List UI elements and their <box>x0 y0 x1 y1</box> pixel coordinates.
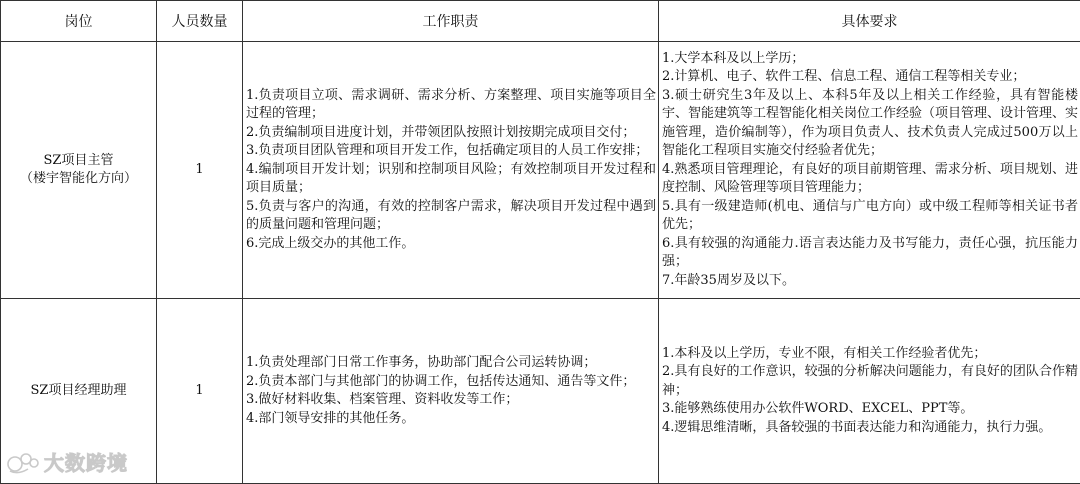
duty-item: 3.做好材料收集、档案管理、资料收发等工作； <box>246 391 656 410</box>
table-row <box>1 42 1080 299</box>
duty-item: 2.负责编制项目进度计划，并带领团队按照计划按期完成项目交付； <box>246 124 656 143</box>
duty-item: 4.部门领导安排的其他任务。 <box>246 410 656 429</box>
duties-cell <box>243 299 659 484</box>
requirements-cell <box>659 299 1080 484</box>
header-duties: 工作职责 <box>243 1 659 42</box>
header-requirements: 具体要求 <box>659 1 1080 42</box>
watermark <box>6 447 128 476</box>
duty-item: 5.负责与客户的沟通，有效的控制客户需求，解决项目开发过程中遇到的质量问题和管理问题； <box>246 198 656 235</box>
table-row <box>1 299 1080 484</box>
position-title: SZ项目经理助理 <box>1 382 156 400</box>
header-row <box>1 1 1080 42</box>
headcount: 1 <box>195 162 203 177</box>
duty-item: 4.编制项目开发计划；识别和控制项目风险；有效控制项目开发过程和项目质量； <box>246 161 656 198</box>
requirement-item: 5.具有一级建造师(机电、通信与广电方向）或中级工程师等相关证书者优先； <box>662 198 1078 235</box>
duty-item: 1.负责处理部门日常工作事务，协助部门配合公司运转协调； <box>246 354 656 373</box>
requirement-item: 2.计算机、电子、软件工程、信息工程、通信工程等相关专业； <box>662 68 1078 87</box>
header-position: 岗位 <box>1 1 157 42</box>
requirement-item: 1.大学本科及以上学历； <box>662 50 1078 69</box>
position-title: SZ项目主管 <box>1 152 156 170</box>
requirement-item: 6.具有较强的沟通能力.语言表达能力及书写能力，责任心强，抗压能力强； <box>662 235 1078 272</box>
position-subtitle: （楼宇智能化方向） <box>1 170 156 188</box>
requirement-item: 1.本科及以上学历，专业不限，有相关工作经验者优先； <box>662 345 1078 364</box>
duty-item: 2.负责本部门与其他部门的协调工作，包括传达通知、通告等文件； <box>246 373 656 392</box>
requirement-item: 7.年龄35周岁及以下。 <box>662 272 1078 291</box>
count-cell <box>157 42 243 299</box>
requirement-item: 3.能够熟练使用办公软件WORD、EXCEL、PPT等。 <box>662 400 1078 419</box>
duties-cell <box>243 42 659 299</box>
requirement-item: 3.硕士研究生3年及以上、本科5年及以上相关工作经验，具有智能楼宇、智能建筑等工程智能化相关岗位工作经验（项目管理、设计管理、实施管理，造价编制等），作为项目负责人、技术负责人完成过500万以上智能化工程项目实施交付经验者优先； <box>662 87 1078 161</box>
watermark-logo-icon <box>6 449 40 475</box>
requirement-item: 4.熟悉项目管理理论，有良好的项目前期管理、需求分析、项目规划、进度控制、风险管理等项目管理能力； <box>662 161 1078 198</box>
duty-item: 1.负责项目立项、需求调研、需求分析、方案整理、项目实施等项目全过程的管理； <box>246 87 656 124</box>
watermark-text: 大数跨境 <box>44 447 128 476</box>
position-cell <box>1 42 157 299</box>
count-cell <box>157 299 243 484</box>
duty-item: 6.完成上级交办的其他工作。 <box>246 235 656 254</box>
duty-item: 3.负责项目团队管理和项目开发工作，包括确定项目的人员工作安排； <box>246 142 656 161</box>
requirement-item: 4.逻辑思维清晰，具备较强的书面表达能力和沟通能力，执行力强。 <box>662 419 1078 438</box>
requirement-item: 2.具有良好的工作意识，较强的分析解决问题能力，有良好的团队合作精神； <box>662 363 1078 400</box>
header-count: 人员数量 <box>157 1 243 42</box>
requirements-cell <box>659 42 1080 299</box>
headcount: 1 <box>195 383 203 398</box>
